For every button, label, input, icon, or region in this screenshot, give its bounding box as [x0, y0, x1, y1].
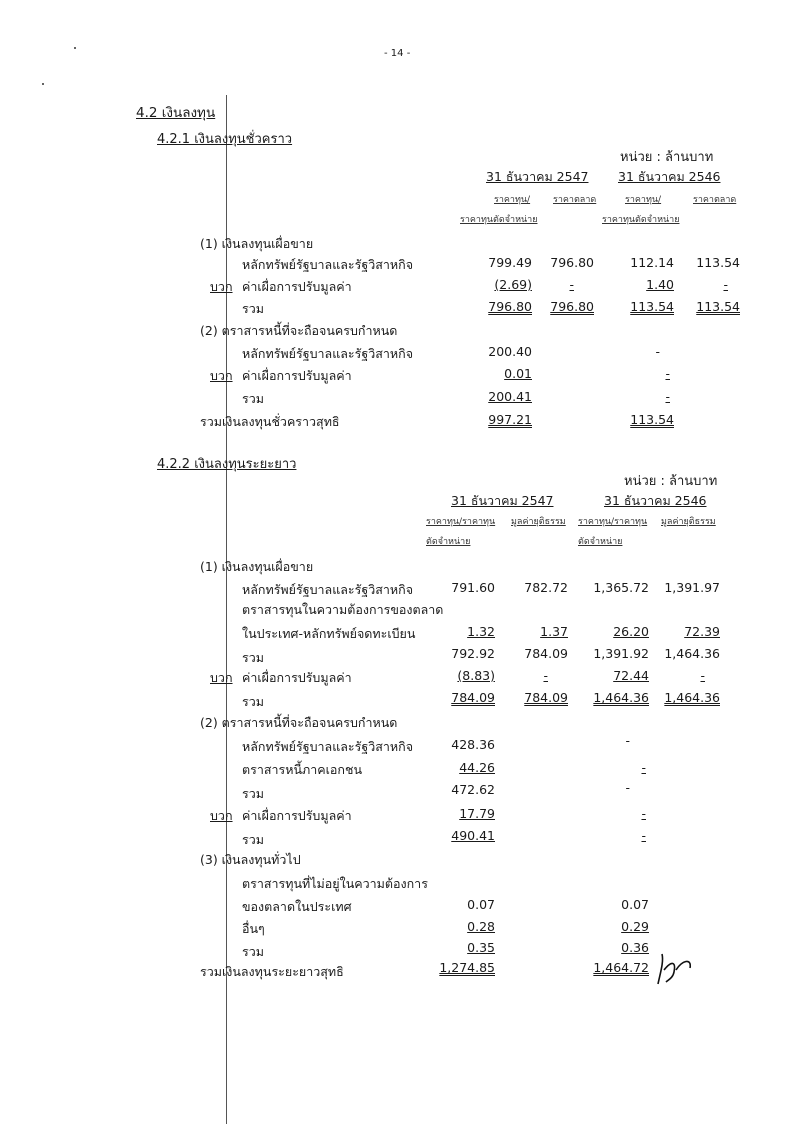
- column-header: ราคาทุน/: [625, 195, 662, 205]
- group-label: (1) เงินลงทุนเผื่อขาย: [200, 236, 314, 251]
- cell: 782.72: [524, 580, 568, 595]
- row-label: รวม: [242, 301, 264, 316]
- cell: 490.41: [451, 828, 495, 843]
- cell: 1,464.36: [664, 690, 720, 705]
- cell: 796.80: [550, 299, 594, 314]
- row-label: ของตลาดในประเทศ: [242, 899, 352, 914]
- cell: 0.07: [467, 897, 495, 912]
- cell: 997.21: [488, 412, 532, 427]
- cell: 0.29: [621, 919, 649, 934]
- column-header: ตัดจำหน่าย: [426, 537, 471, 547]
- cell: 472.62: [451, 782, 495, 797]
- cell: 113.54: [696, 299, 740, 314]
- cell: (2.69): [494, 277, 532, 292]
- cell: 1,274.85: [439, 960, 495, 975]
- row-label: รวม: [242, 944, 264, 959]
- column-header: มูลค่ายุติธรรม: [511, 517, 566, 527]
- row-label: หลักทรัพย์รัฐบาลและรัฐวิสาหกิจ: [242, 346, 414, 361]
- cell: 428.36: [451, 737, 495, 752]
- row-label: ตราสารทุนที่ไม่อยู่ในความต้องการ: [242, 876, 428, 891]
- row-label: รวม: [242, 650, 264, 665]
- cell: -: [569, 277, 574, 292]
- column-header: ราคาทุนตัดจำหน่าย: [602, 215, 680, 225]
- net-label: รวมเงินลงทุนระยะยาวสุทธิ: [200, 964, 344, 979]
- cell: 72.44: [613, 668, 649, 683]
- cell: 1,464.72: [593, 960, 649, 975]
- cell: 113.54: [630, 412, 674, 427]
- year-header: 31 ธันวาคม 2546: [604, 493, 707, 508]
- cell: 200.40: [488, 344, 532, 359]
- row-prefix: บวก: [210, 279, 233, 294]
- subsection-title: 4.2.1 เงินลงทุนชั่วคราว: [157, 132, 293, 147]
- cell: 792.92: [451, 646, 495, 661]
- row-prefix: บวก: [210, 670, 233, 685]
- cell: 112.14: [630, 255, 674, 270]
- row-label: รวม: [242, 391, 264, 406]
- column-header: ราคาตลาด: [693, 195, 737, 205]
- row-label: หลักทรัพย์รัฐบาลและรัฐวิสาหกิจ: [242, 739, 414, 754]
- cell: 113.54: [696, 255, 740, 270]
- speck: [74, 47, 76, 49]
- row-label: ค่าเผื่อการปรับมูลค่า: [242, 808, 352, 823]
- cell: 0.01: [504, 366, 532, 381]
- initials-signature: [652, 952, 696, 986]
- cell: -: [641, 760, 646, 775]
- group-label: (2) ตราสารหนี้ที่จะถือจนครบกำหนด: [200, 323, 398, 338]
- unit-label: หน่วย : ล้านบาท: [624, 474, 718, 489]
- cell: -: [641, 828, 646, 843]
- cell: 26.20: [613, 624, 649, 639]
- column-header: ราคาตลาด: [553, 195, 597, 205]
- cell: 44.26: [459, 760, 495, 775]
- year-header: 31 ธันวาคม 2546: [618, 169, 721, 184]
- cell: 799.49: [488, 255, 532, 270]
- unit-label: หน่วย : ล้านบาท: [620, 150, 714, 165]
- cell: 0.35: [467, 940, 495, 955]
- cell: 200.41: [488, 389, 532, 404]
- cell: 1.40: [646, 277, 674, 292]
- cell: 1,464.36: [664, 646, 720, 661]
- year-header: 31 ธันวาคม 2547: [486, 169, 589, 184]
- group-label: (3) เงินลงทุนทั่วไป: [200, 852, 301, 867]
- cell: 0.07: [621, 897, 649, 912]
- column-header: ราคาทุน/ราคาทุน: [426, 517, 496, 527]
- column-header: ราคาทุน/ราคาทุน: [578, 517, 648, 527]
- row-label: ค่าเผื่อการปรับมูลค่า: [242, 670, 352, 685]
- row-label: ในประเทศ-หลักทรัพย์จดทะเบียน: [242, 626, 416, 641]
- page-number: - 14 -: [384, 48, 411, 59]
- section-title: 4.2 เงินลงทุน: [136, 105, 216, 121]
- group-label: (1) เงินลงทุนเผื่อขาย: [200, 559, 314, 574]
- row-label: ตราสารทุนในความต้องการของตลาด: [242, 602, 444, 617]
- cell: 0.36: [621, 940, 649, 955]
- cell: -: [700, 668, 705, 683]
- subsection-title: 4.2.2 เงินลงทุนระยะยาว: [157, 457, 297, 472]
- cell: 113.54: [630, 299, 674, 314]
- cell: 1,391.92: [593, 646, 649, 661]
- cell: -: [543, 668, 548, 683]
- cell: 784.09: [524, 690, 568, 705]
- cell: 791.60: [451, 580, 495, 595]
- cell: -: [665, 389, 670, 404]
- column-header: มูลค่ายุติธรรม: [661, 517, 716, 527]
- cell: -: [641, 806, 646, 821]
- cell: 72.39: [684, 624, 720, 639]
- cell: 1.32: [467, 624, 495, 639]
- column-header: ราคาทุน/: [494, 195, 531, 205]
- cell: -: [665, 366, 670, 381]
- cell: 796.80: [488, 299, 532, 314]
- cell: -: [625, 733, 630, 748]
- cell: 1.37: [540, 624, 568, 639]
- net-label: รวมเงินลงทุนชั่วคราวสุทธิ: [200, 414, 340, 429]
- cell: 0.28: [467, 919, 495, 934]
- row-label: รวม: [242, 694, 264, 709]
- row-label: รวม: [242, 832, 264, 847]
- year-header: 31 ธันวาคม 2547: [451, 493, 554, 508]
- cell: -: [655, 344, 660, 359]
- row-label: รวม: [242, 786, 264, 801]
- group-label: (2) ตราสารหนี้ที่จะถือจนครบกำหนด: [200, 715, 398, 730]
- speck: [42, 83, 44, 85]
- column-header: ราคาทุนตัดจำหน่าย: [460, 215, 538, 225]
- cell: 784.09: [451, 690, 495, 705]
- row-prefix: บวก: [210, 368, 233, 383]
- row-label: อื่นๆ: [242, 921, 265, 936]
- column-header: ตัดจำหน่าย: [578, 537, 623, 547]
- cell: -: [723, 277, 728, 292]
- cell: -: [625, 780, 630, 795]
- row-prefix: บวก: [210, 808, 233, 823]
- cell: 1,464.36: [593, 690, 649, 705]
- cell: 1,391.97: [664, 580, 720, 595]
- row-label: ค่าเผื่อการปรับมูลค่า: [242, 279, 352, 294]
- row-label: หลักทรัพย์รัฐบาลและรัฐวิสาหกิจ: [242, 257, 414, 272]
- row-label: ค่าเผื่อการปรับมูลค่า: [242, 368, 352, 383]
- cell: 1,365.72: [593, 580, 649, 595]
- cell: 796.80: [550, 255, 594, 270]
- row-label: หลักทรัพย์รัฐบาลและรัฐวิสาหกิจ: [242, 582, 414, 597]
- row-label: ตราสารหนี้ภาคเอกชน: [242, 762, 362, 777]
- cell: 17.79: [459, 806, 495, 821]
- cell: 784.09: [524, 646, 568, 661]
- cell: (8.83): [457, 668, 495, 683]
